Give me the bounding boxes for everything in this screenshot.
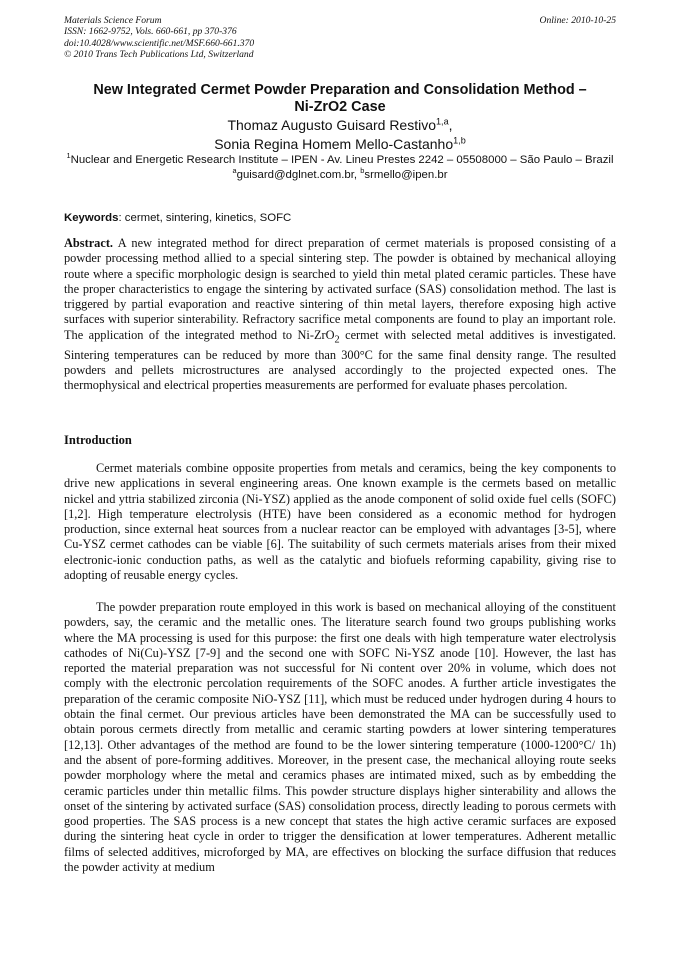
online-date: Online: 2010-10-25: [539, 15, 616, 26]
keywords: [64, 212, 616, 224]
author-1: Thomaz Augusto Guisard Restivo$^{1,a}$,: [227, 116, 453, 133]
affiliation-emails: $^a$guisard@dglnet.com.br, $^b$srmello@ipen.br: [232, 166, 448, 181]
abstract-label: Abstract.: [64, 236, 114, 250]
email-b[interactable]: srmello@ipen.br: [364, 169, 448, 181]
journal-header: [64, 15, 616, 60]
journal-name: Materials Science Forum: [64, 15, 162, 26]
section-heading-introduction: Introduction: [64, 433, 132, 447]
title-line-2: Ni-ZrO2 Case: [294, 99, 386, 115]
doi-line: doi:10.4028/www.scientific.net/MSF.660-661.370: [64, 37, 255, 49]
title-line-1: New Integrated Cermet Powder Preparation and Consolidation Method –: [93, 82, 587, 98]
abstract: Abstract. A new integrated method for direct preparation of cermet materials is proposed consisting of a powder processing method allied to a special sintering step. The powder is obtained by mechanical alloying route where a specific morphologic design is searched to yield thin metal plated ceramic particles. These have the proper characteristics to engage the sintering by activated surface (SAS) consolidation method. The last is triggered by partial evaporation and reactive sintering of thin metal layers, therefore exposing high active surfaces with superior sinterability. Refractory sacrifice metal components are found to play an important role. The application of the integrated method to Ni-ZrO$_2$ cermet with selected metal additives is investigated. Sintering temperatures can be reduced by more than 300°C for the same final density range. The resulted powders and pellets microstructures are analysed accordingly to the projected expected ones. The thermophysical and electrical properties measurements are performed for evaluate phases percolation.: [64, 236, 616, 393]
affiliation-address: $^1$Nuclear and Energetic Research Institute – IPEN - Av. Lineu Prestes 2242 – 05508000 – São Paulo – Brazil: [66, 151, 614, 166]
intro-paragraph-2: The powder preparation route employed in this work is based on mechanical alloying of the constituent powders, say, the ceramic and the metallic ones. The literature search found two groups publishing works where the MA processing is used for this purpose: the first one deals with high temperature water electrolysis cathodes of Ni(Cu)-YSZ [7-9] and the second one with SOFC Ni-YSZ anode [10]. However, the last has reported the material preparation was not successful for Ni content over 20% in volume, which does not comply with the electronic percolation requirements of the SOFC anodes. A further article investigates the preparation of the ceramic composite NiO-YSZ [11], which must be reduced under hydrogen during 4 hours to obtain the final cermet. Our previous articles have been demonstrated the MA can be successfully used to obtain porous cermets directly from metallic and ceramic starting powders at lower sintering temperatures [12,13]. Other advantages of the method are found to be the lower sintering temperature (1000-1200°C/ 1h) and the absent of pore-forming additives. Moreover, in the present case, the mechanical alloying route seeks powder morphology where the metal and ceramics phases are intimated mixed, such as by embedding the ceramic particles under thin metallic films. This powder structure displays higher sinterability and allows the onset of the sintering by activated surface (SAS) consolidation process, directly leading to porous cermets with good properties. The SAS process is a new concept that states the high active ceramic surfaces are exposed during the sintering heat cycle in order to trigger the densification at lower temperatures. Adherent metallic films of selected additives, microforged by MA, are effectives on blocking the surface diffusion that reduces the powder activity at medium: [64, 600, 616, 875]
keywords-text: : cermet, sintering, kinetics, SOFC: [118, 212, 292, 224]
author-list: [64, 116, 616, 154]
paper-title: [64, 82, 616, 116]
copyright-line: © 2010 Trans Tech Publications Ltd, Switzerland: [64, 48, 254, 60]
email-a[interactable]: guisard@dglnet.com.br,: [236, 169, 358, 181]
keywords-label: Keywords: [64, 212, 119, 224]
issn-line: ISSN: 1662-9752, Vols. 660-661, pp 370-376: [64, 26, 237, 38]
author-2: Sonia Regina Homem Mello-Castanho$^{1,b}$: [214, 135, 466, 152]
affiliation: [64, 153, 616, 183]
intro-paragraph-1: Cermet materials combine opposite properties from metals and ceramics, being the key components to drive new applications in several engineering areas. One known example is the cermets based on metallic nickel and yttria stabilized zirconia (Ni-YSZ) applied as the anode component of solid oxide fuel cells (SOFC) [1,2]. High temperature electrolysis (HTE) have been considered as a economic method for hydrogen production, since external heat sources from a nuclear reactor can be employed with advantages [3-5], where Cu-YSZ cermet cathodes can be viable [6]. The suitability of such cermets materials arises from their mixed electronic-ionic conduction paths, as well as the catalytic and biofuels reforming capability, giving rise to adopting of reusable energy cycles.: [64, 461, 616, 583]
